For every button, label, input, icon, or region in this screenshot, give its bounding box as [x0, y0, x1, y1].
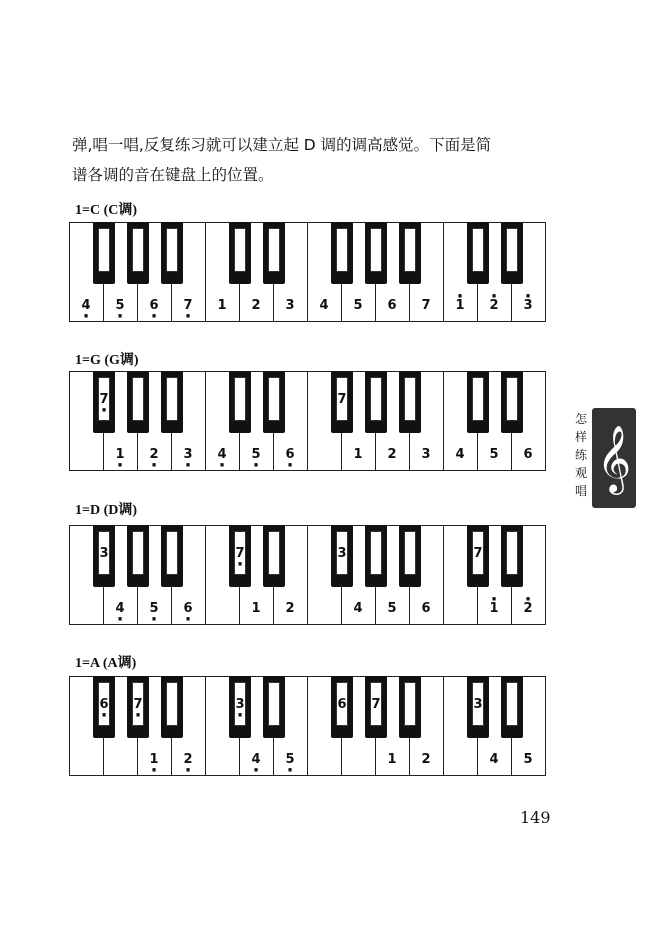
black-key	[331, 371, 353, 433]
white-key-note: 6 ·	[144, 298, 164, 313]
black-key-note: 7	[337, 392, 347, 407]
black-key-face	[132, 682, 144, 726]
black-key	[467, 676, 489, 738]
black-key	[331, 222, 353, 284]
black-key-face	[472, 228, 484, 272]
black-key	[161, 676, 183, 738]
black-key-face	[506, 531, 518, 575]
white-key-note: 5 ·	[280, 752, 300, 767]
black-key-face	[268, 682, 280, 726]
white-key-note: 2	[387, 447, 397, 462]
black-key-face	[132, 531, 144, 575]
white-key-note: 4 ·	[110, 601, 130, 616]
black-key-face	[98, 682, 110, 726]
black-key-face	[268, 377, 280, 421]
black-key	[127, 371, 149, 433]
treble-clef-icon: 𝄞	[596, 424, 632, 492]
white-key-note: 5	[523, 752, 533, 767]
black-key-face	[98, 377, 110, 421]
black-key-face	[370, 377, 382, 421]
side-char: 唱	[574, 484, 587, 498]
page-number: 149	[520, 808, 551, 827]
white-key-note: 5 ·	[246, 447, 266, 462]
white-key-note: 6	[523, 447, 533, 462]
black-key-face	[268, 228, 280, 272]
black-key-face	[370, 531, 382, 575]
black-key-face	[166, 682, 178, 726]
white-key-note: 3 ·	[178, 447, 198, 462]
white-key-note: 4	[455, 447, 465, 462]
intro-text	[72, 130, 552, 190]
white-key-note: 4	[489, 752, 499, 767]
black-key	[263, 676, 285, 738]
black-key-note: 7 ·	[99, 392, 109, 407]
white-key-note: 2	[251, 298, 261, 313]
side-tab-text	[572, 410, 590, 500]
white-key-note: 1	[251, 601, 261, 616]
black-key	[229, 676, 251, 738]
side-tab	[572, 408, 656, 508]
black-key	[263, 371, 285, 433]
black-key-note: 7 ·	[235, 546, 245, 561]
black-key-face	[132, 377, 144, 421]
black-key-note: 3 ·	[235, 697, 245, 712]
black-key	[399, 525, 421, 587]
black-key	[399, 222, 421, 284]
white-key-note: 5	[387, 601, 397, 616]
black-key-face	[370, 228, 382, 272]
black-key	[229, 222, 251, 284]
white-key-note: 2 ·	[144, 447, 164, 462]
white-key-note: 3	[285, 298, 295, 313]
black-key	[467, 525, 489, 587]
side-char: 练	[574, 448, 587, 462]
white-key-note: 5	[489, 447, 499, 462]
black-key-face	[166, 228, 178, 272]
black-key-face	[336, 377, 348, 421]
piano-keyboard	[69, 371, 545, 473]
white-key-note: 1 ·	[110, 447, 130, 462]
black-key-face	[268, 531, 280, 575]
black-key	[331, 676, 353, 738]
black-key-face	[404, 682, 416, 726]
white-key-note: 1 ·	[144, 752, 164, 767]
black-key-face	[472, 682, 484, 726]
black-key-face	[506, 377, 518, 421]
piano-keyboard	[69, 676, 545, 778]
black-key-face	[234, 682, 246, 726]
black-key-face	[98, 531, 110, 575]
white-key-note: 6 ·	[178, 601, 198, 616]
black-key-face	[370, 682, 382, 726]
white-key-note: 4 ·	[246, 752, 266, 767]
white-key-note: · 1	[450, 298, 470, 313]
piano-keyboard	[69, 222, 545, 324]
white-key-note: 6	[387, 298, 397, 313]
black-key	[263, 222, 285, 284]
side-char: 样	[574, 430, 587, 444]
white-key-note: 4	[319, 298, 329, 313]
black-key	[229, 371, 251, 433]
black-key	[93, 371, 115, 433]
black-key-face	[404, 531, 416, 575]
white-key-note: 4	[353, 601, 363, 616]
black-key	[161, 525, 183, 587]
white-key-note: 4 ·	[212, 447, 232, 462]
keyboard-title: 1=C (C调)	[75, 203, 138, 218]
black-key	[365, 676, 387, 738]
black-key-face	[234, 228, 246, 272]
black-key-face	[506, 228, 518, 272]
black-key-face	[336, 682, 348, 726]
white-key-note: · 1	[484, 601, 504, 616]
black-key	[93, 525, 115, 587]
white-key-note: 1	[217, 298, 227, 313]
black-key-face	[506, 682, 518, 726]
clef-box	[592, 408, 636, 508]
black-key	[501, 371, 523, 433]
black-key-note: 7	[473, 546, 483, 561]
black-key-face	[98, 228, 110, 272]
white-key-note: 7 ·	[178, 298, 198, 313]
black-key	[127, 525, 149, 587]
white-key-note: 3	[421, 447, 431, 462]
white-key-note: 5 ·	[144, 601, 164, 616]
white-key-note: 5 ·	[110, 298, 130, 313]
black-key-note: 3	[99, 546, 109, 561]
white-key-note: 4 ·	[76, 298, 96, 313]
black-key-note: 7 ·	[133, 697, 143, 712]
black-key-note: 3	[337, 546, 347, 561]
black-key	[127, 676, 149, 738]
black-key	[263, 525, 285, 587]
black-key	[467, 222, 489, 284]
white-key-note: 2	[421, 752, 431, 767]
black-key-face	[472, 377, 484, 421]
black-key-face	[166, 377, 178, 421]
keyboard-title: 1=A (A调)	[75, 656, 137, 671]
black-key	[501, 222, 523, 284]
black-key-face	[132, 228, 144, 272]
white-key-note: 7	[421, 298, 431, 313]
black-key-face	[404, 377, 416, 421]
black-key-note: 6	[337, 697, 347, 712]
black-key	[399, 371, 421, 433]
white-key-note: 1	[387, 752, 397, 767]
white-key-note: · 3	[518, 298, 538, 313]
black-key-face	[336, 531, 348, 575]
side-char: 观	[574, 466, 587, 480]
white-key-note: 6 ·	[280, 447, 300, 462]
black-key	[365, 222, 387, 284]
black-key-face	[336, 228, 348, 272]
black-key-face	[234, 377, 246, 421]
black-key	[331, 525, 353, 587]
black-key	[365, 371, 387, 433]
black-key	[229, 525, 251, 587]
black-key-note: 3	[473, 697, 483, 712]
black-key-note: 6 ·	[99, 697, 109, 712]
black-key	[161, 371, 183, 433]
black-key	[467, 371, 489, 433]
white-key-note: 1	[353, 447, 363, 462]
black-key	[501, 676, 523, 738]
black-key-face	[404, 228, 416, 272]
black-key-face	[472, 531, 484, 575]
white-key-note: 5	[353, 298, 363, 313]
white-key-note: · 2	[518, 601, 538, 616]
black-key	[127, 222, 149, 284]
white-key-note: 2	[285, 601, 295, 616]
black-key	[93, 222, 115, 284]
white-key-note: · 2	[484, 298, 504, 313]
black-key	[93, 676, 115, 738]
black-key	[501, 525, 523, 587]
keyboard-title: 1=D (D调)	[75, 503, 138, 518]
black-key-face	[166, 531, 178, 575]
black-key-face	[234, 531, 246, 575]
white-key-note: 6	[421, 601, 431, 616]
piano-keyboard	[69, 525, 545, 627]
keyboard-title: 1=G (G调)	[75, 353, 139, 368]
black-key	[365, 525, 387, 587]
side-char: 怎	[574, 412, 587, 426]
intro-line: 谱各调的音在键盘上的位置。	[72, 166, 274, 184]
intro-line: 弹,唱一唱,反复练习就可以建立起 D 调的调高感觉。下面是简	[72, 136, 492, 154]
black-key	[161, 222, 183, 284]
black-key	[399, 676, 421, 738]
black-key-note: 7	[371, 697, 381, 712]
white-key-note: 2 ·	[178, 752, 198, 767]
